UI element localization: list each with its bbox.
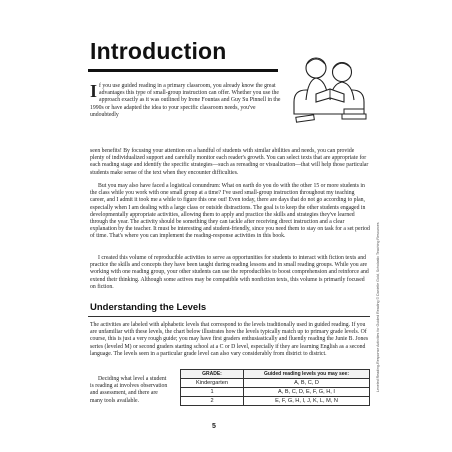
intro-paragraph-1 xyxy=(90,83,282,119)
intro-paragraph-1-continued: seen benefits! By focusing your attention on a handful of students with similar abilities and needs, you can provide plenty of individualized support and carefully monitor each reader's growth. You can select texts that are appropriate for each reading stage and identify the specific strategies—such as rereading or visualization—that will help those particular students make sense of the text when they encounter difficulties. xyxy=(90,148,369,176)
levels-side-paragraph xyxy=(90,376,168,405)
section-rule xyxy=(88,316,370,317)
table-row xyxy=(181,397,370,406)
table-header-row xyxy=(181,370,370,379)
table-cell-levels: E, F, G, H, I, J, K, L, M, N xyxy=(244,397,370,406)
intro-paragraph-2 xyxy=(90,183,370,241)
page-number: 5 xyxy=(212,423,216,430)
table-cell-grade: 1 xyxy=(181,388,244,397)
levels-paragraph: The activities are labeled with alphabetic levels that correspond to the levels traditionally used in guided reading. If you are unfamiliar with these levels, the chart below illustrates how the levels typically match up to primary grade levels. Of course, this is just a very rough guide; you may have first graders enthusiastically and fluently reading the Junie B. Jones series (leveled M) or second graders starting school at a C or D level, especially if they are learning English as a second language. The levels seen in a particular grade level can also vary considerably from district to district. xyxy=(90,322,369,357)
vertical-copyright-text: Leveled Reading-Response Activities for Guided Reading © Danielle Gold, Scholastic Teaching Resources xyxy=(376,222,380,392)
paragraph-text: I created this volume of reproducible activities to serve as opportunities for students to interact with fiction texts and practice the skills and concepts they have been taught during reading lessons and in small reading groups. While you are working with one reading group, your other students can use the reproducibles to boost comprehension and reinforce and extend their thinking. Although some actives may be compatible with nonfiction texts, this volume is primarily focused on fiction. xyxy=(90,255,369,290)
table-cell-levels: A, B, C, D xyxy=(244,379,370,388)
table-cell-grade: Kindergarten xyxy=(181,379,244,388)
page-title: Introduction xyxy=(90,38,227,64)
table-header-grade: GRADE: xyxy=(181,370,244,379)
intro-paragraph-3 xyxy=(90,255,370,291)
table-row xyxy=(181,379,370,388)
section-heading: Understanding the Levels xyxy=(90,302,207,313)
paragraph-text: Deciding what level a student is reading at involves observation and assessment, and there are many tools available. xyxy=(90,376,168,404)
drop-cap: I xyxy=(90,81,98,101)
table-header-levels: Guided reading levels you may see: xyxy=(244,370,370,379)
table-cell-grade: 2 xyxy=(181,397,244,406)
table-cell-levels: A, B, C, D, E, F, G, H, I xyxy=(244,388,370,397)
paragraph-text: f you use guided reading in a primary classroom, you already know the great advantages this type of small-group instruction can offer. Whether you use the approach exactly as it was outlined by Irene Fountas and Guy Su Pinnell in the 1990s or have adapted the idea to your specific classroom needs, you've undoubtedly xyxy=(90,83,281,118)
table-row xyxy=(181,388,370,397)
title-underline xyxy=(88,69,278,72)
levels-table xyxy=(180,369,370,406)
kids-reading-illustration xyxy=(286,42,372,128)
paragraph-text: But you may also have faced a logistical conundrum: What on earth do you do with the other 15 or more students in the class while you work with one small group at a time? I've used small-group instruction throughout my teaching career, and I admit it took me a while to figure this one out! Even today, there are days that do not go according to plan, especially when I am dealing with a large class or outside distractions. The goal is to keep the other students engaged in developmentally appropriate activities, allowing them to apply and practice the skills and strategies they've learned through the year. The activity should be something they can tackle after receiving direct instruction and a clear explanation by the teacher. It must be interesting and student-friendly, since you need them to stay on task for a set period of time. That's where you can implement the reading-response activities in this book. xyxy=(90,183,370,240)
